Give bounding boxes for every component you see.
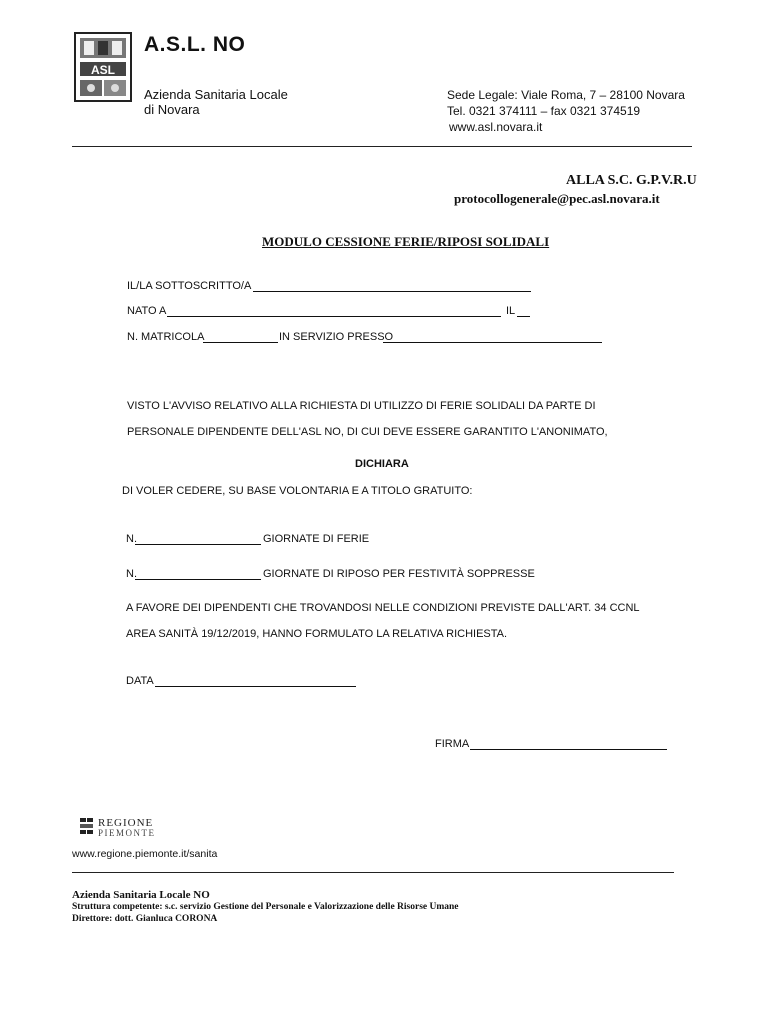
svg-text:ASL: ASL	[91, 63, 115, 77]
form-title: MODULO CESSIONE FERIE/RIPOSI SOLIDALI	[262, 234, 550, 249]
signer-label: IL/LA SOTTOSCRITTO/A	[127, 280, 252, 292]
org-short-title: A.S.L. NO	[144, 33, 246, 56]
favore-line2: AREA SANITÀ 19/12/2019, HANNO FORMULATO LA RELATIVA RICHIESTA.	[126, 628, 508, 640]
service-field[interactable]	[383, 342, 602, 343]
recipient-office: ALLA S.C. G.P.V.R.U	[566, 173, 697, 188]
born-date-field[interactable]	[517, 316, 530, 317]
firma-label: FIRMA	[435, 738, 470, 750]
visto-line2: PERSONALE DIPENDENTE DELL'ASL NO, DI CUI DEVE ESSERE GARANTITO L'ANONIMATO,	[127, 426, 608, 438]
dichiara-heading: DICHIARA	[355, 458, 409, 470]
ferie-n-label: N.	[126, 533, 137, 545]
asl-logo-emblem	[74, 32, 132, 102]
matricola-field[interactable]	[203, 342, 278, 343]
recipient-email: protocollogenerale@pec.asl.novara.it	[454, 191, 660, 206]
regione-piemonte-logo	[80, 816, 195, 843]
regione-website: www.regione.piemonte.it/sanita	[72, 848, 218, 860]
visto-line1: VISTO L'AVVISO RELATIVO ALLA RICHIESTA DI UTILIZZO DI FERIE SOLIDALI DA PARTE DI	[127, 400, 596, 412]
footer-director: Direttore: dott. Gianluca CORONA	[72, 914, 218, 924]
hq-phone-fax: Tel. 0321 374111 – fax 0321 374519	[447, 104, 641, 118]
data-label: DATA	[126, 675, 154, 687]
favore-line1: A FAVORE DEI DIPENDENTI CHE TROVANDOSI NELLE CONDIZIONI PREVISTE DALL'ART. 34 CCNL	[126, 602, 640, 614]
footer-divider	[72, 872, 674, 873]
born-place-field[interactable]	[167, 316, 501, 317]
ferie-days-field[interactable]	[135, 544, 261, 545]
svg-text:REGIONE: REGIONE	[98, 817, 154, 829]
ferie-label: GIORNATE DI FERIE	[263, 533, 370, 545]
matricola-label: N. MATRICOLA	[127, 331, 205, 343]
riposo-days-field[interactable]	[135, 579, 261, 580]
hq-website: www.asl.novara.it	[449, 120, 543, 134]
riposo-n-label: N.	[126, 568, 137, 580]
header-divider	[72, 146, 692, 147]
service-label: IN SERVIZIO PRESSO	[279, 331, 394, 343]
date-field[interactable]	[155, 686, 356, 687]
cedere-statement: DI VOLER CEDERE, SU BASE VOLONTARIA E A TITOLO GRATUITO:	[122, 485, 473, 497]
signer-name-field[interactable]	[253, 291, 531, 292]
riposo-label: GIORNATE DI RIPOSO PER FESTIVITÀ SOPPRESSE	[263, 568, 535, 580]
org-name-line1: Azienda Sanitaria Locale	[144, 87, 288, 102]
footer-structure: Struttura competente: s.c. servizio Gestione del Personale e Valorizzazione delle Risorse Umane	[72, 902, 459, 912]
born-label: NATO A	[127, 305, 167, 317]
hq-address: Sede Legale: Viale Roma, 7 – 28100 Novara	[447, 88, 685, 102]
footer-org-name: Azienda Sanitaria Locale NO	[72, 889, 210, 901]
svg-text:PIEMONTE: PIEMONTE	[98, 828, 156, 838]
born-date-label: IL	[506, 305, 516, 317]
org-name-line2: di Novara	[144, 102, 200, 117]
signature-field[interactable]	[470, 749, 667, 750]
